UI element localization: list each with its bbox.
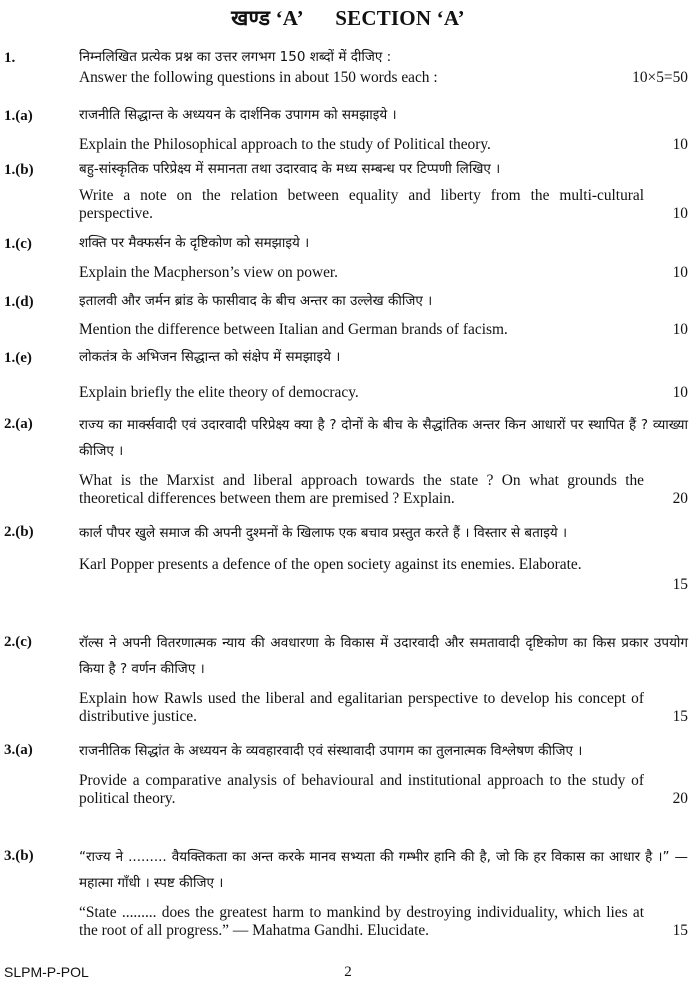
marks: 15 xyxy=(672,922,688,939)
question-number: 1.(d) xyxy=(4,294,34,310)
question-text-english xyxy=(79,136,688,154)
question-number: 3.(a) xyxy=(4,742,33,758)
marks: 10 xyxy=(672,384,688,401)
section-heading-english: SECTION ‘A’ xyxy=(335,6,465,30)
question-text-hindi: राज्य का मार्क्सवादी एवं उदारवादी परिप्रेक्ष्य क्या है ? दोनों के बीच के सैद्धांतिक अन्तर किन आधारों पर स्थापित हैं ? व्याख्या कीजिए । xyxy=(79,417,688,459)
section-heading-hindi: खण्ड ‘A’ xyxy=(231,6,304,30)
question-text-english: Write a note on the relation between equality and liberty from the multi-cultural perspective. xyxy=(79,187,644,222)
question-text-english xyxy=(79,690,688,726)
marks: 20 xyxy=(672,790,688,807)
marks: 10×5=50 xyxy=(632,69,688,86)
english-text: Explain how Rawls used the liberal and egalitarian perspective to develop his concept of distributive justice. xyxy=(79,690,644,725)
question-text-hindi: बहु-सांस्कृतिक परिप्रेक्ष्य में समानता तथा उदारवाद के मध्य सम्बन्ध पर टिप्पणी लिखिए । xyxy=(79,161,501,177)
question-text-hindi: निम्नलिखित प्रत्येक प्रश्न का उत्तर लगभग 150 शब्दों में दीजिए : xyxy=(79,49,392,65)
question-text-english xyxy=(79,772,688,808)
marks: 15 xyxy=(672,708,688,725)
english-text: Mention the difference between Italian and German brands of facism. xyxy=(79,321,508,338)
english-text: Answer the following questions in about 150 words each : xyxy=(79,69,438,86)
question-number: 1. xyxy=(4,50,16,66)
english-text: Provide a comparative analysis of behavioural and institutional approach to the study of political theory. xyxy=(79,772,644,807)
question-number: 2.(c) xyxy=(4,634,32,650)
question-text-hindi: कार्ल पौपर खुले समाज की अपनी दुश्मनों के खिलाफ एक बचाव प्रस्तुत करते हैं । विस्तार से बताइये । xyxy=(79,525,568,541)
marks: 10 xyxy=(672,136,688,153)
question-number: 2.(a) xyxy=(4,416,33,432)
english-text: Explain the Philosophical approach to the study of Political theory. xyxy=(79,136,491,153)
marks: 10 xyxy=(672,205,688,222)
question-number: 2.(b) xyxy=(4,524,34,540)
question-text-english xyxy=(79,472,688,508)
english-text: Explain briefly the elite theory of democracy. xyxy=(79,384,359,401)
question-text-hindi: राजनीतिक सिद्धांत के अध्ययन के व्यवहारवादी एवं संस्थावादी उपागम का तुलनात्मक विश्लेषण कीजिए । xyxy=(79,743,583,759)
question-text-english: Karl Popper presents a defence of the open society against its enemies. Elaborate. xyxy=(79,556,582,573)
marks: 20 xyxy=(672,490,688,507)
question-number: 3.(b) xyxy=(4,848,34,864)
question-text-hindi: इतालवी और जर्मन ब्रांड के फासीवाद के बीच अन्तर का उल्लेख कीजिए । xyxy=(79,293,433,309)
question-text-english xyxy=(79,69,688,87)
question-number: 1.(a) xyxy=(4,108,33,124)
question-text-english xyxy=(79,384,688,402)
question-text-hindi: लोकतंत्र के अभिजन सिद्धान्त को संक्षेप में समझाइये । xyxy=(79,349,341,365)
question-number: 1.(b) xyxy=(4,162,34,178)
paper-code: SLPM-P-POL xyxy=(4,964,89,980)
marks: 15 xyxy=(672,576,688,593)
question-text-hindi: शक्ति पर मैक्फर्सन के दृष्टिकोण को समझाइये । xyxy=(79,235,310,251)
question-text-hindi: “राज्य ने ......... वैयक्तिकता का अन्त करके मानव सभ्यता की गम्भीर हानि की है, जो कि हर विकास का आधार है ।” — महात्मा गाँधी । स्पष्ट कीजिए । xyxy=(79,849,688,891)
question-number: 1.(c) xyxy=(4,236,32,252)
english-text: Explain the Macpherson’s view on power. xyxy=(79,264,339,281)
question-text-hindi: रॉल्स ने अपनी वितरणात्मक न्याय की अवधारणा के विकास में उदारवादी और समतावादी दृष्टिकोण का किस प्रकार उपयोग किया है ? वर्णन कीजिए । xyxy=(79,635,688,677)
question-text-hindi: राजनीति सिद्धान्त के अध्ययन के दार्शनिक उपागम को समझाइये । xyxy=(79,107,397,123)
marks: 10 xyxy=(672,264,688,281)
question-text-english xyxy=(79,904,688,940)
marks: 10 xyxy=(672,321,688,338)
question-text-english xyxy=(79,321,688,339)
section-heading xyxy=(0,4,696,32)
question-number: 1.(e) xyxy=(4,350,32,366)
page-number: 2 xyxy=(344,964,352,980)
english-text: What is the Marxist and liberal approach towards the state ? On what grounds the theoretical differences between them are premised ? Explain. xyxy=(79,472,644,507)
english-text: “State ......... does the greatest harm to mankind by destroying individuality, which lies at the root of all progress.” — Mahatma Gandhi. Elucidate. xyxy=(79,904,644,939)
question-text-english xyxy=(79,264,688,282)
